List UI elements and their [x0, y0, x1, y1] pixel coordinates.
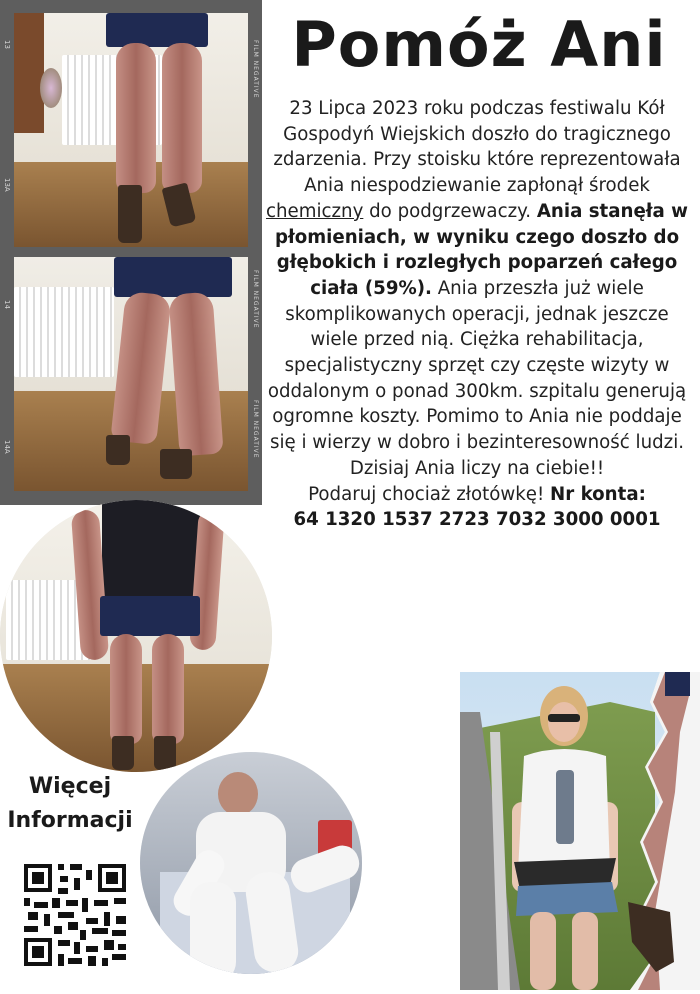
qr-code[interactable]	[22, 862, 128, 968]
photo-legs-back	[14, 257, 248, 491]
story-underlined-word: chemiczny	[266, 200, 364, 222]
photo-torn-outdoor	[460, 672, 700, 990]
qr-code-graphic	[22, 862, 128, 968]
story-part-3: Ania przeszła już wiele skomplikowanych operacji, jednak jeszcze wiele przed nią. Ciężka rehabilitacja, specjalistyczny sprzęt czy częste wizyty w oddalonym o ponad 300km. szpitalu generują ogromne koszty. Pomimo to Ania nie poddaje się i wierzy w dobro i bezinteresowność ludzi. Dzisiaj Ania liczy na ciebie!!	[267, 277, 687, 479]
account-number: 64 1320 1537 2723 7032 3000 0001	[293, 509, 661, 531]
poster-title: Pomóż Ani	[291, 8, 667, 81]
film-frame-number: 14A	[3, 440, 11, 454]
more-info-line-2: Informacji	[7, 808, 133, 833]
film-edge-label: FILM NEGATIVE	[252, 270, 259, 329]
account-label: Nr konta:	[550, 483, 646, 505]
story-part-2: do podgrzewaczy.	[363, 200, 537, 222]
film-frame-number: 13A	[3, 178, 11, 192]
film-edge-label: FILM NEGATIVE	[252, 400, 259, 459]
story-part-1: 23 Lipca 2023 roku podczas festiwalu Kół Gospodyń Wiejskich doszło do tragicznego zdarzenia. Przy stoisku które reprezentowała Ania niespodziewanie zapłonął środek	[273, 98, 681, 197]
film-edge-label: FILM NEGATIVE	[252, 40, 259, 99]
film-strip	[0, 0, 262, 505]
story-bold-part: Ania stanęła w płomieniach, w wyniku czego doszło do głębokich i rozległych poparzeń całego ciała (59%).	[274, 200, 688, 299]
film-frame-number: 14	[3, 300, 11, 309]
photo-circle-hospital	[140, 752, 362, 974]
story-text	[262, 96, 692, 533]
photo-circle-standing	[0, 500, 272, 772]
more-info-line-1: Więcej	[28, 774, 112, 799]
donate-prefix: Podaruj chociaż złotówkę!	[308, 483, 551, 505]
torn-photo-graphic	[460, 672, 700, 990]
more-info-heading	[0, 770, 140, 838]
photo-legs-front	[14, 13, 248, 247]
film-frame-number: 13	[3, 40, 11, 49]
